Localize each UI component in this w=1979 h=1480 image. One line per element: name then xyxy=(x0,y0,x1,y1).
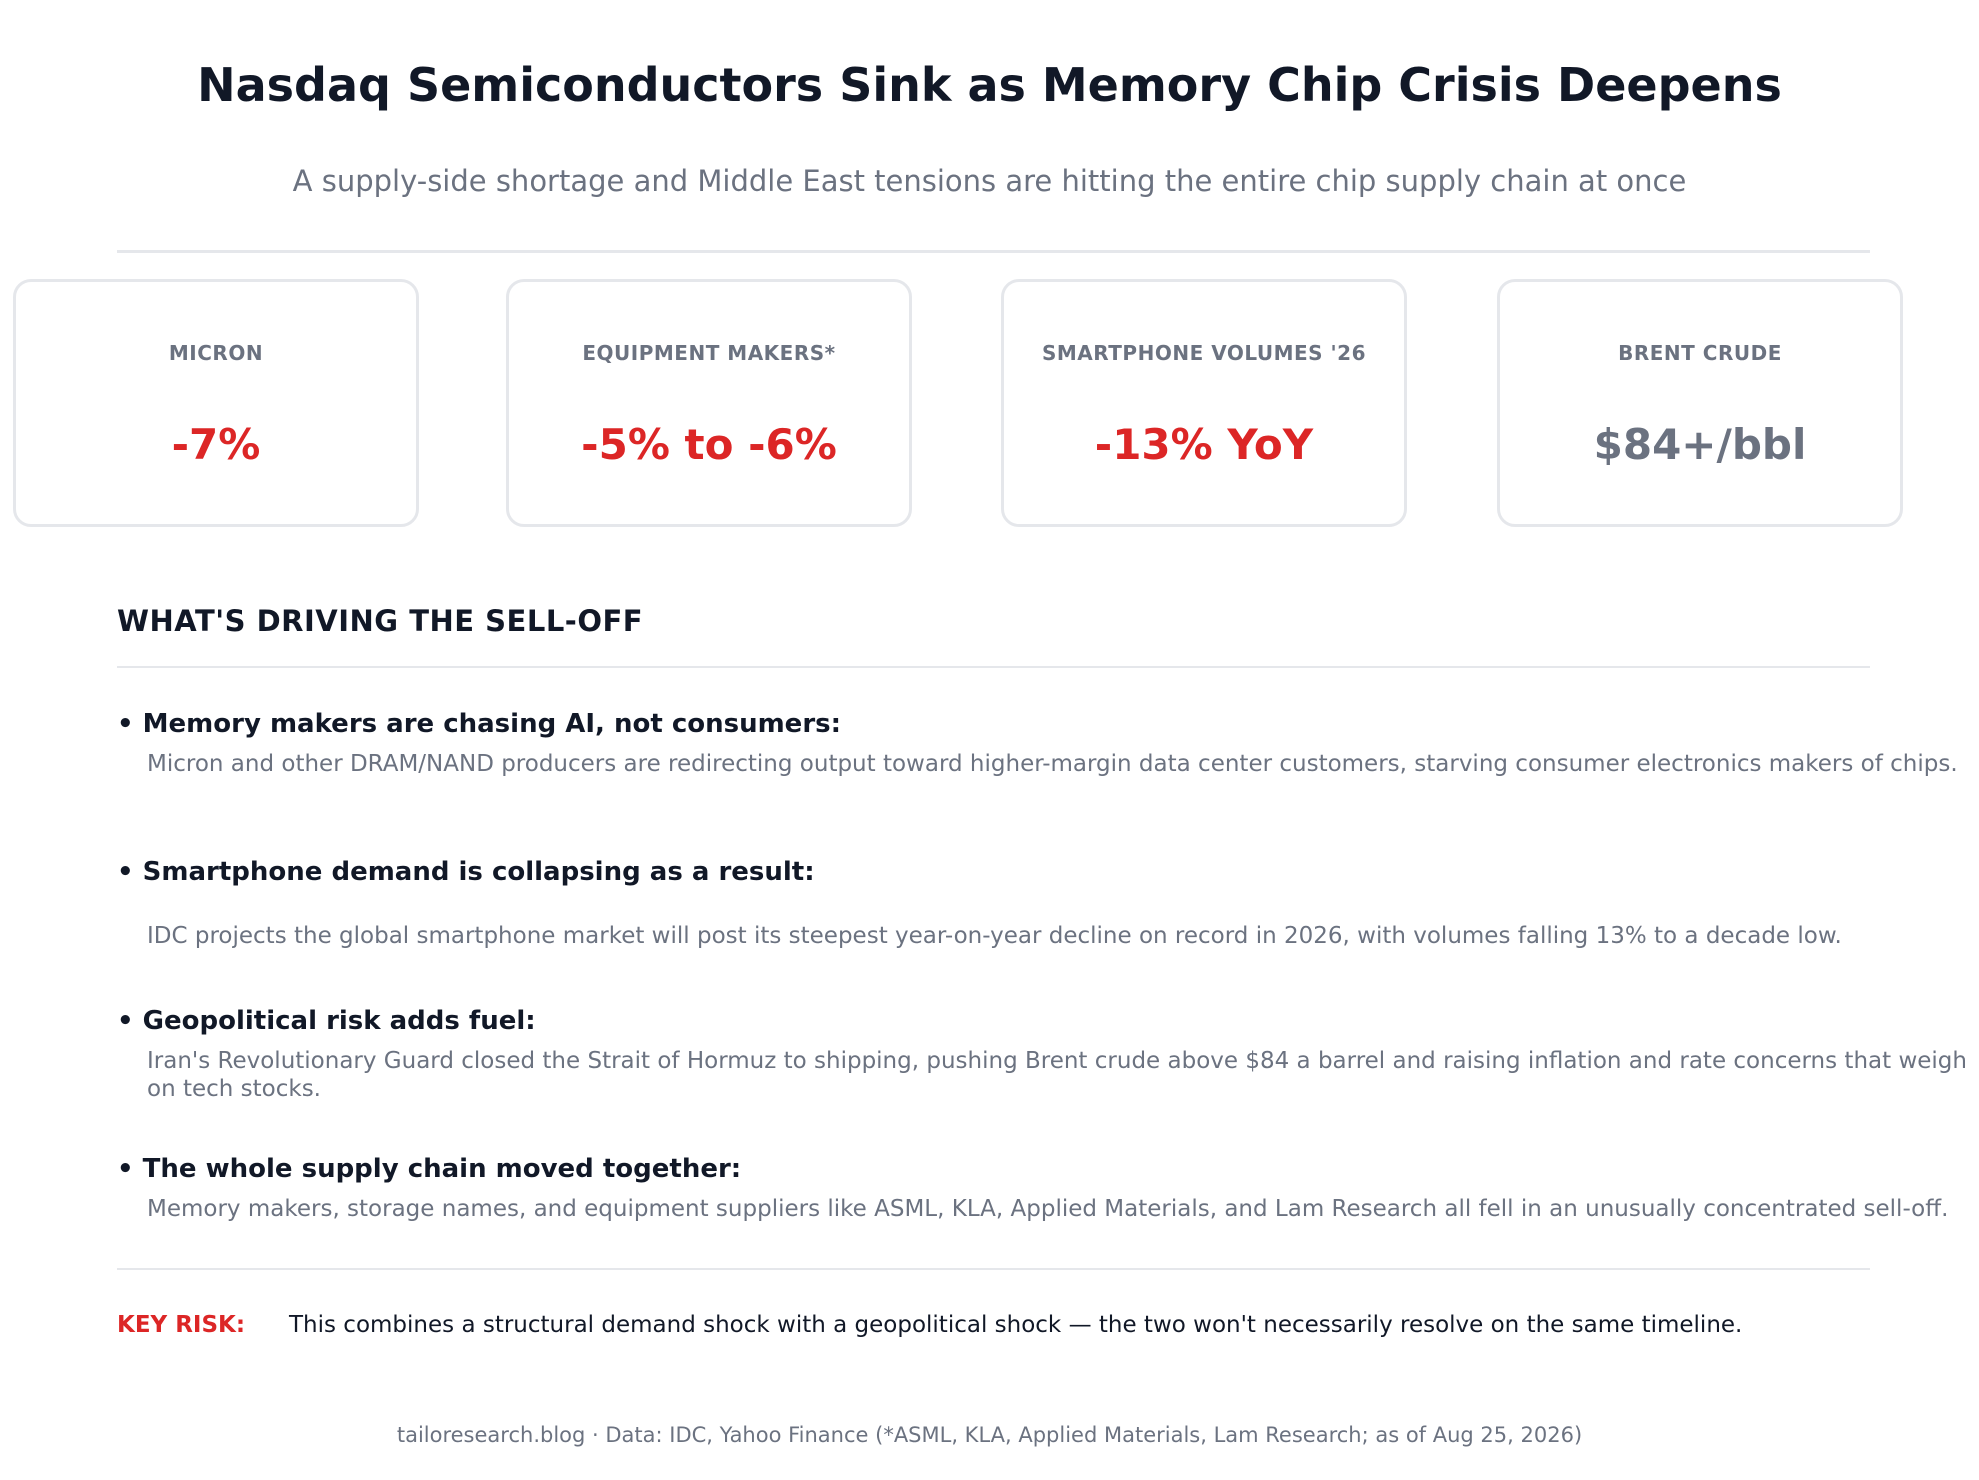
stat-value: $84+/bbl xyxy=(1593,420,1807,469)
stat-card-micron xyxy=(13,279,419,527)
page-subtitle: A supply-side shortage and Middle East tensions are hitting the entire chip supply chain at once xyxy=(292,164,1687,198)
bullet-heading: • Smartphone demand is collapsing as a result: xyxy=(117,857,815,887)
bullet-heading: • Geopolitical risk adds fuel: xyxy=(117,1006,536,1036)
stat-label: EQUIPMENT MAKERS* xyxy=(582,341,836,365)
bullet-item-geopolitical-risk xyxy=(117,1004,1967,1102)
page-title: Nasdaq Semiconductors Sink as Memory Chip Crisis Deepens xyxy=(197,58,1782,112)
bullet-heading: • Memory makers are chasing AI, not consumers: xyxy=(117,709,842,739)
stat-value: -13% YoY xyxy=(1094,420,1314,469)
bullet-item-memory-makers xyxy=(117,707,1967,777)
bullet-body: Memory makers, storage names, and equipment suppliers like ASML, KLA, Applied Materials, and Lam Research all fell in an unusually concentrated sell-off. xyxy=(147,1196,1949,1222)
stat-label: BRENT CRUDE xyxy=(1618,341,1782,365)
stat-card-equipment-makers xyxy=(506,279,912,527)
bullet-body: IDC projects the global smartphone market will post its steepest year-on-year decline on record in 2026, with volumes falling 13% to a decade low. xyxy=(147,923,1842,949)
stat-card-smartphone-volumes xyxy=(1001,279,1407,527)
bullet-item-supply-chain xyxy=(117,1152,1967,1222)
bullet-body: Micron and other DRAM/NAND producers are redirecting output toward higher-margin data center customers, starving consumer electronics makers of chips. xyxy=(147,751,1958,777)
stat-value: -5% to -6% xyxy=(581,420,837,469)
section-heading: WHAT'S DRIVING THE SELL-OFF xyxy=(117,604,644,638)
stat-label: MICRON xyxy=(168,341,264,365)
header-divider xyxy=(117,250,1870,253)
footer-source: tailoresearch.blog · Data: IDC, Yahoo Finance (*ASML, KLA, Applied Materials, Lam Research; as of Aug 25, 2026) xyxy=(396,1423,1583,1447)
stat-card-brent-crude xyxy=(1497,279,1903,527)
key-risk-divider xyxy=(117,1268,1870,1270)
key-risk-label: KEY RISK: xyxy=(117,1312,246,1338)
stat-label: SMARTPHONE VOLUMES '26 xyxy=(1042,341,1366,365)
bullet-body: Iran's Revolutionary Guard closed the Strait of Hormuz to shipping, pushing Brent crude above $84 a barrel and raising inflation and rate concerns that weigh on tech stocks. xyxy=(147,1048,1967,1102)
bullet-heading: • The whole supply chain moved together: xyxy=(117,1154,742,1184)
bullet-item-smartphone-demand xyxy=(117,855,1967,949)
stat-value: -7% xyxy=(171,420,261,469)
section-divider xyxy=(117,666,1870,668)
key-risk-text: This combines a structural demand shock with a geopolitical shock — the two won't necessarily resolve on the same timeline. xyxy=(289,1312,1743,1338)
